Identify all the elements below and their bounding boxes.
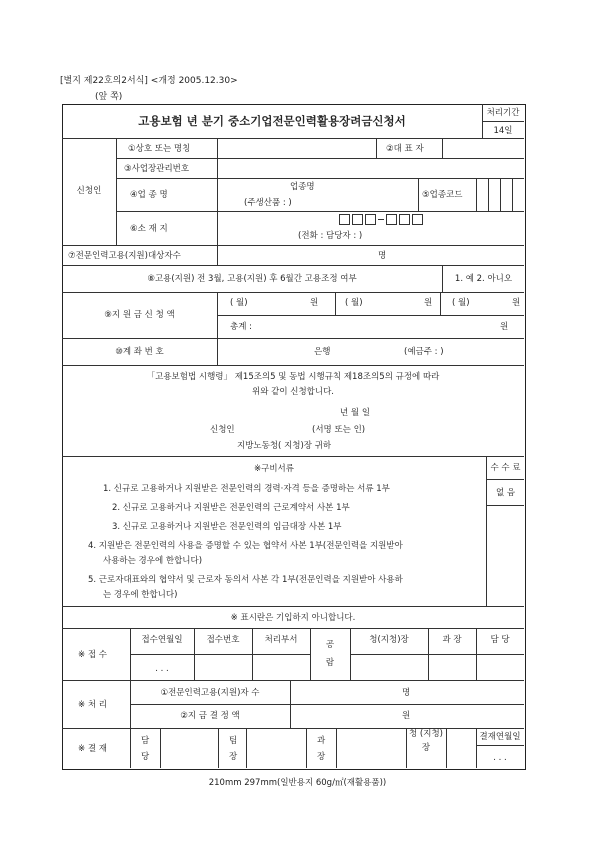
month-3: ( 월): [452, 298, 470, 308]
business-name-field[interactable]: [218, 139, 376, 158]
form-title: 고용보험 년 분기 중소기업전문인력활용장려금신청서: [138, 114, 406, 128]
document-item-continued: 는 경우에 한합니다): [103, 590, 178, 600]
adjustment-options[interactable]: 1. 예 2. 아니오: [454, 274, 513, 284]
reception-date-header: 접수연월일: [141, 635, 183, 645]
signer-label: 신청인: [210, 425, 235, 435]
document-item-continued: 사용하는 경우에 한합니다): [103, 556, 203, 566]
public-notice-label: 공: [325, 640, 335, 650]
approval-label: ※ 결 재: [78, 744, 107, 754]
decided-amount-label: ②지 금 결 정 액: [180, 711, 240, 721]
total-label: 총계 :: [230, 322, 252, 332]
target-count-unit: 명: [378, 251, 387, 261]
address-label: ⑥소 재 지: [130, 224, 168, 234]
adjustment-question: ⑧고용(지원) 전 3월, 고용(지원) 후 6월간 고용조정 여부: [147, 274, 357, 284]
supported-count-label: ①전문인력고용(지원)자 수: [160, 688, 260, 698]
approval-date-field[interactable]: . . .: [493, 753, 507, 763]
processing-label: ※ 처 리: [78, 700, 107, 710]
declaration-line-1: 「고용보험법 시행령」 제15조의5 및 동법 시행규칙 제18조의5의 규정에 따라: [146, 372, 440, 382]
addressee: 지방노동청( 지청)장 귀하: [237, 441, 332, 451]
industry-code-boxes[interactable]: [477, 179, 523, 211]
target-count-label: ⑦전문인력고용(지원)대상자수: [68, 251, 181, 261]
documents-heading: ※구비서류: [254, 464, 294, 474]
month-3-unit: 원: [512, 298, 521, 308]
main-product-label: (주생산품 : ): [244, 198, 292, 208]
page-side: (앞 쪽): [95, 92, 123, 102]
account-holder-label: (예금주 : ): [404, 347, 444, 357]
document-item: 2. 신규로 고용하거나 지원받은 전문인력의 근로계약서 사본 1부: [112, 503, 350, 513]
approval-section-head: 과 장: [317, 736, 326, 762]
workplace-number-label: ③사업장관리번호: [124, 164, 190, 174]
reception-label: ※ 접 수: [78, 650, 107, 660]
fee-label: 수 수 료: [490, 463, 521, 473]
representative-field[interactable]: [443, 139, 523, 158]
document-item: 4. 지원받은 전문인력의 사용을 증명할 수 있는 협약서 사본 1부(전문인력을 지원받아: [88, 541, 403, 551]
postcode-boxes[interactable]: [338, 214, 424, 225]
subsidy-amount-label: ⑨지 원 금 신 청 액: [104, 310, 175, 320]
industry-code-label: ⑤업종코드: [422, 190, 463, 200]
approval-officer: 담 당: [141, 736, 150, 762]
declaration-date: 년 월 일: [340, 408, 371, 418]
approval-chief: 청 (지청) 장: [409, 729, 443, 753]
fee-value: 없 음: [495, 488, 516, 498]
section-head-header: 과 장: [442, 635, 462, 645]
signature-note: (서명 또는 인): [312, 425, 366, 435]
industry-label: ④업 종 명: [130, 190, 168, 200]
supported-count-unit: 명: [402, 688, 411, 698]
officer-header: 담 당: [490, 635, 510, 645]
month-1-unit: 원: [310, 298, 319, 308]
target-count-field[interactable]: [218, 246, 523, 265]
month-2-unit: 원: [424, 298, 433, 308]
notice-text: ※ 표시란은 기입하지 아니합니다.: [230, 613, 356, 623]
handling-dept-header: 처리부서: [264, 635, 298, 645]
workplace-number-field[interactable]: [218, 159, 523, 178]
bank-label: 은행: [314, 347, 331, 357]
business-name-label: ①상호 또는 명칭: [128, 144, 191, 154]
decided-amount-unit: 원: [402, 711, 411, 721]
total-unit: 원: [500, 322, 509, 332]
public-notice-label: 람: [325, 658, 335, 668]
document-item: 3. 신규로 고용하거나 지원받은 전문인력의 임금대장 사본 1부: [112, 522, 342, 532]
reception-number-header: 접수번호: [206, 635, 240, 645]
processing-period-label: 처리기간: [486, 108, 520, 118]
reception-date-field[interactable]: . . .: [155, 664, 169, 674]
declaration-line-2: 위와 같이 신청합니다.: [251, 387, 334, 397]
month-2: ( 월): [345, 298, 363, 308]
paper-spec-footer: 210mm 297mm(일반용지 60g/㎡(재활용품)): [208, 778, 387, 788]
applicant-section-label: 신청인: [76, 186, 102, 196]
month-1: ( 월): [230, 298, 248, 308]
chief-header: 청(지청)장: [369, 635, 409, 645]
industry-name: 업종명: [290, 182, 315, 192]
document-item: 5. 근로자대표와의 협약서 및 근로자 동의서 사본 각 1부(전문인력을 지원받아 사용하: [88, 575, 403, 585]
account-number-label: ⑩계 좌 번 호: [115, 347, 164, 357]
form-id: [별지 제22호의2서식] <개정 2005.12.30>: [60, 76, 238, 86]
approval-date-label: 결재연월일: [479, 732, 521, 742]
approval-team-leader: 팀 장: [229, 736, 238, 762]
phone-contact-line: (전화 : 담당자 : ): [298, 231, 363, 241]
document-item: 1. 신규로 고용하거나 지원받은 전문인력의 경력·자격 등을 증명하는 서류 1부: [103, 484, 390, 494]
processing-period-value: 14일: [493, 126, 513, 136]
representative-label: ②대 표 자: [386, 144, 424, 154]
